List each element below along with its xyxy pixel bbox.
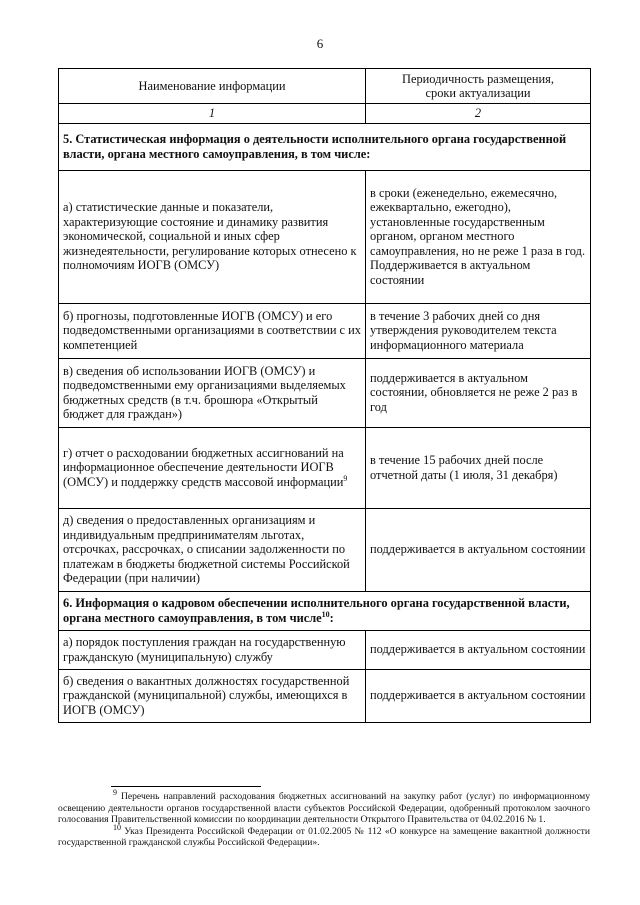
section-6-title-row <box>59 591 591 630</box>
row-6b-period: поддерживается в актуальном состоянии <box>366 669 591 722</box>
row-5v-name: в) сведения об использовании ИОГВ (ОМСУ) и подведомственными ему организациями выделяемых бюджетных средств (в т.ч. брошюра «Открытый бюджет для граждан») <box>59 358 366 427</box>
row-5d-name: д) сведения о предоставленных организациям и индивидуальным предпринимателям льготах, отсрочках, рассрочках, о списании задолженности по платежам в бюджеты бюджетной системы Российской Федерации (при наличии) <box>59 508 366 591</box>
row-5b-name: б) прогнозы, подготовленные ИОГВ (ОМСУ) и его подведомственными организациями в соответствии с их компетенцией <box>59 303 366 358</box>
section-5-title-row <box>59 123 591 170</box>
header-name-of-information: Наименование информации <box>59 69 366 104</box>
row-5b-period: в течение 3 рабочих дней со дня утверждения руководителем текста информационного материала <box>366 303 591 358</box>
column-number-1: 1 <box>59 104 366 124</box>
row-6a-name: а) порядок поступления граждан на государственную гражданскую (муниципальную) службу <box>59 630 366 669</box>
footnote-9: $^9$ Перечень направлений расходования бюджетных ассигнований на закупку работ (услуг) по информационному освещению деятельности органов государственной власти субъектов Российской Федерации, одобренный протоколом заочного голосования Правительственной комиссии по координации деятельности Открытого Правительства от 04.02.2016 № 1. <box>58 787 590 825</box>
column-number-row <box>59 104 591 124</box>
row-5g-name: г) отчет о расходовании бюджетных ассигнований на информационное обеспечение деятельности ИОГВ (ОМСУ) и поддержку средств массовой информации$^9$ <box>59 427 366 508</box>
row-5v-period: поддерживается в актуальном состоянии, обновляется не реже 2 раз в год <box>366 358 591 427</box>
row-5d-period: поддерживается в актуальном состоянии <box>366 508 591 591</box>
table-row <box>59 630 591 669</box>
table-row <box>59 508 591 591</box>
footnote-separator <box>111 786 261 787</box>
table-header-row <box>59 69 591 104</box>
footnotes <box>58 786 590 849</box>
section-6-title: 6. Информация о кадровом обеспечении исполнительного органа государственной власти, органа местного самоуправления, в том числе$^{10}$: <box>59 591 591 630</box>
table-row <box>59 669 591 722</box>
information-table <box>58 68 591 723</box>
row-6a-period: поддерживается в актуальном состоянии <box>366 630 591 669</box>
table-row <box>59 170 591 303</box>
row-5a-period: в сроки (еженедельно, ежемесячно, ежеквартально, ежегодно), установленные государственным органом, органом местного самоуправления, но не реже 1 раза в год. Поддерживается в актуальном состоянии <box>366 170 591 303</box>
table-row <box>59 427 591 508</box>
header-periodicity: Периодичность размещения, сроки актуализации <box>366 69 591 104</box>
row-5a-name: а) статистические данные и показатели, характеризующие состояние и динамику развития экономической, социальной и иных сфер жизнедеятельности, регулирование которых отнесено к полномочиям ИОГВ (ОМСУ) <box>59 170 366 303</box>
row-5g-period: в течение 15 рабочих дней после отчетной даты (1 июля, 31 декабря) <box>366 427 591 508</box>
footnote-10: $^{10}$ Указ Президента Российской Федерации от 01.02.2005 № 112 «О конкурсе на замещение вакантной должности государственной гражданской службы Российской Федерации». <box>58 822 590 848</box>
section-5-title: 5. Статистическая информация о деятельности исполнительного органа государственной власти, органа местного самоуправления, в том числе: <box>59 123 591 170</box>
row-6b-name: б) сведения о вакантных должностях государственной гражданской (муниципальной) службы, имеющихся в ИОГВ (ОМСУ) <box>59 669 366 722</box>
table-row <box>59 358 591 427</box>
column-number-2: 2 <box>366 104 591 124</box>
page-number: 6 <box>316 36 324 51</box>
table-row <box>59 303 591 358</box>
